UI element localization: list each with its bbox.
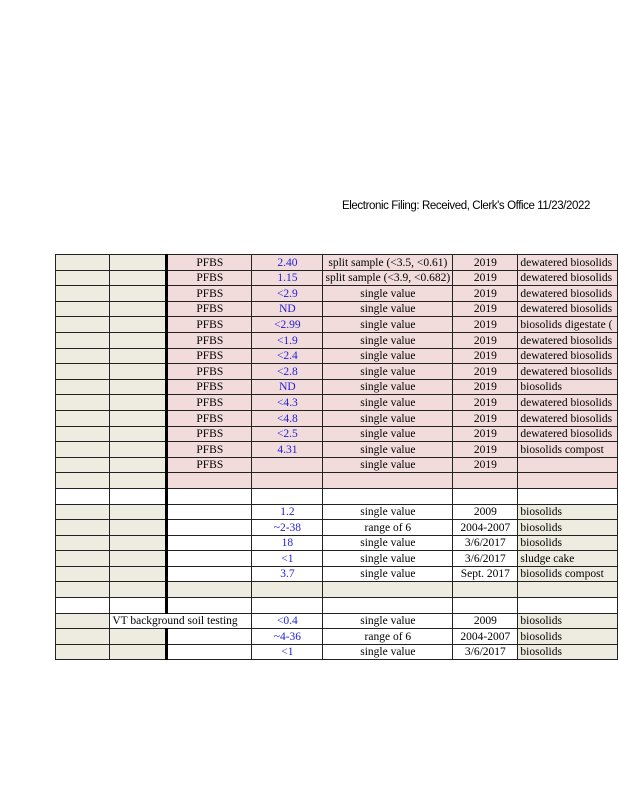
year-cell: 2019 bbox=[453, 286, 518, 302]
table-row bbox=[56, 270, 618, 286]
empty-cell bbox=[56, 598, 110, 614]
year-cell: 3/6/2017 bbox=[453, 644, 518, 660]
compound-cell: PFBS bbox=[167, 286, 252, 302]
value-cell: 1.2 bbox=[252, 504, 323, 520]
table-row bbox=[56, 426, 618, 442]
empty-cell bbox=[56, 644, 110, 660]
empty-cell bbox=[56, 457, 110, 473]
empty-cell bbox=[167, 598, 252, 614]
sample-type-cell: single value bbox=[323, 410, 453, 426]
empty-cell bbox=[56, 317, 110, 333]
empty-cell bbox=[453, 473, 518, 489]
compound-cell: PFBS bbox=[167, 270, 252, 286]
year-cell: Sept. 2017 bbox=[453, 566, 518, 582]
value-cell: <2.5 bbox=[252, 426, 323, 442]
compound-cell: PFBS bbox=[167, 395, 252, 411]
compound-cell: PFBS bbox=[167, 348, 252, 364]
empty-cell bbox=[453, 582, 518, 598]
empty-cell bbox=[110, 644, 167, 660]
empty-cell bbox=[56, 504, 110, 520]
table-row bbox=[56, 317, 618, 333]
sample-type-cell: split sample (<3.5, <0.61) bbox=[323, 255, 453, 271]
empty-cell bbox=[56, 582, 110, 598]
compound-cell: PFBS bbox=[167, 332, 252, 348]
value-cell: <1 bbox=[252, 551, 323, 567]
table-row bbox=[56, 644, 618, 660]
year-cell: 2019 bbox=[453, 457, 518, 473]
sample-type-cell: single value bbox=[323, 395, 453, 411]
matrix-cell: biosolids bbox=[518, 504, 618, 520]
empty-cell bbox=[110, 317, 167, 333]
table-row bbox=[56, 332, 618, 348]
value-cell: ~4-36 bbox=[252, 629, 323, 645]
value-cell: <0.4 bbox=[252, 613, 323, 629]
empty-cell bbox=[110, 457, 167, 473]
year-cell: 2019 bbox=[453, 426, 518, 442]
matrix-cell: biosolids bbox=[518, 629, 618, 645]
value-cell: <2.4 bbox=[252, 348, 323, 364]
table-row bbox=[56, 395, 618, 411]
empty-cell bbox=[167, 551, 252, 567]
value-cell: 2.40 bbox=[252, 255, 323, 271]
matrix-cell: dewatered biosolids bbox=[518, 364, 618, 380]
sample-type-cell: single value bbox=[323, 301, 453, 317]
empty-cell bbox=[110, 504, 167, 520]
empty-cell bbox=[56, 566, 110, 582]
empty-cell bbox=[110, 473, 167, 489]
empty-cell bbox=[110, 410, 167, 426]
value-cell: <4.3 bbox=[252, 395, 323, 411]
value-cell bbox=[252, 457, 323, 473]
empty-cell bbox=[167, 644, 252, 660]
sample-type-cell: range of 6 bbox=[323, 629, 453, 645]
table-row bbox=[56, 457, 618, 473]
value-cell: 1.15 bbox=[252, 270, 323, 286]
empty-cell bbox=[110, 520, 167, 536]
empty-cell bbox=[56, 488, 110, 504]
matrix-cell: dewatered biosolids bbox=[518, 286, 618, 302]
year-cell: 3/6/2017 bbox=[453, 535, 518, 551]
empty-cell bbox=[167, 473, 252, 489]
sample-type-cell: single value bbox=[323, 535, 453, 551]
empty-cell bbox=[167, 535, 252, 551]
empty-cell bbox=[56, 395, 110, 411]
empty-cell bbox=[110, 379, 167, 395]
value-cell: 3.7 bbox=[252, 566, 323, 582]
empty-cell bbox=[167, 566, 252, 582]
empty-cell bbox=[110, 348, 167, 364]
year-cell: 2009 bbox=[453, 613, 518, 629]
table-row bbox=[56, 442, 618, 458]
empty-cell bbox=[323, 582, 453, 598]
filing-stamp: Electronic Filing: Received, Clerk's Office 11/23/2022 bbox=[342, 200, 590, 212]
empty-cell bbox=[167, 520, 252, 536]
value-cell: <2.9 bbox=[252, 286, 323, 302]
empty-cell bbox=[110, 395, 167, 411]
table-row bbox=[56, 520, 618, 536]
year-cell: 2019 bbox=[453, 410, 518, 426]
matrix-cell: biosolids bbox=[518, 644, 618, 660]
sample-type-cell: single value bbox=[323, 551, 453, 567]
table-row bbox=[56, 551, 618, 567]
sample-type-cell: single value bbox=[323, 613, 453, 629]
year-cell: 2019 bbox=[453, 332, 518, 348]
year-cell: 2019 bbox=[453, 301, 518, 317]
year-cell: 2019 bbox=[453, 348, 518, 364]
year-cell: 2004-2007 bbox=[453, 520, 518, 536]
value-cell: ND bbox=[252, 301, 323, 317]
value-cell: 18 bbox=[252, 535, 323, 551]
table-row bbox=[56, 598, 618, 614]
sample-type-cell: single value bbox=[323, 332, 453, 348]
year-cell: 2019 bbox=[453, 379, 518, 395]
matrix-cell: dewatered biosolids bbox=[518, 395, 618, 411]
empty-cell bbox=[56, 379, 110, 395]
empty-cell bbox=[167, 582, 252, 598]
empty-cell bbox=[110, 332, 167, 348]
empty-cell bbox=[453, 598, 518, 614]
matrix-cell bbox=[518, 457, 618, 473]
empty-cell bbox=[56, 270, 110, 286]
table-row bbox=[56, 613, 618, 629]
compound-cell: PFBS bbox=[167, 255, 252, 271]
matrix-cell: dewatered biosolids bbox=[518, 410, 618, 426]
value-cell: <2.99 bbox=[252, 317, 323, 333]
empty-cell bbox=[56, 286, 110, 302]
matrix-cell: sludge cake bbox=[518, 551, 618, 567]
sample-type-cell: single value bbox=[323, 426, 453, 442]
empty-cell bbox=[518, 598, 618, 614]
sample-type-cell: single value bbox=[323, 317, 453, 333]
table-row bbox=[56, 629, 618, 645]
empty-cell bbox=[323, 598, 453, 614]
compound-cell: PFBS bbox=[167, 410, 252, 426]
empty-cell bbox=[110, 426, 167, 442]
sample-type-cell: single value bbox=[323, 364, 453, 380]
empty-cell bbox=[110, 551, 167, 567]
table-row bbox=[56, 301, 618, 317]
table-row bbox=[56, 566, 618, 582]
empty-cell bbox=[252, 582, 323, 598]
empty-cell bbox=[110, 566, 167, 582]
year-cell: 2004-2007 bbox=[453, 629, 518, 645]
empty-cell bbox=[56, 551, 110, 567]
sample-type-cell: single value bbox=[323, 379, 453, 395]
matrix-cell: dewatered biosolids bbox=[518, 332, 618, 348]
empty-cell bbox=[252, 488, 323, 504]
compound-cell: PFBS bbox=[167, 379, 252, 395]
sample-type-cell: single value bbox=[323, 457, 453, 473]
compound-cell: PFBS bbox=[167, 301, 252, 317]
empty-cell bbox=[110, 582, 167, 598]
matrix-cell: biosolids bbox=[518, 520, 618, 536]
table-row bbox=[56, 582, 618, 598]
empty-cell bbox=[56, 520, 110, 536]
data-table bbox=[55, 254, 618, 660]
empty-cell bbox=[518, 582, 618, 598]
empty-cell bbox=[56, 629, 110, 645]
empty-cell bbox=[110, 364, 167, 380]
matrix-cell: biosolids digestate ( bbox=[518, 317, 618, 333]
value-cell: <1.9 bbox=[252, 332, 323, 348]
year-cell: 2019 bbox=[453, 364, 518, 380]
sample-type-cell: single value bbox=[323, 442, 453, 458]
year-cell: 3/6/2017 bbox=[453, 551, 518, 567]
sample-type-cell: single value bbox=[323, 566, 453, 582]
value-cell: ~2-38 bbox=[252, 520, 323, 536]
table-row bbox=[56, 535, 618, 551]
table-row bbox=[56, 348, 618, 364]
empty-cell bbox=[56, 301, 110, 317]
year-cell: 2019 bbox=[453, 255, 518, 271]
empty-cell bbox=[252, 598, 323, 614]
empty-cell bbox=[110, 535, 167, 551]
compound-cell: PFBS bbox=[167, 426, 252, 442]
empty-cell bbox=[110, 286, 167, 302]
empty-cell bbox=[110, 301, 167, 317]
empty-cell bbox=[110, 598, 167, 614]
value-cell: 4.31 bbox=[252, 442, 323, 458]
empty-cell bbox=[167, 504, 252, 520]
matrix-cell: dewatered biosolids bbox=[518, 301, 618, 317]
location-label: VT background soil testing bbox=[110, 613, 252, 629]
empty-cell bbox=[167, 629, 252, 645]
empty-cell bbox=[110, 442, 167, 458]
matrix-cell: dewatered biosolids bbox=[518, 255, 618, 271]
empty-cell bbox=[518, 473, 618, 489]
sample-type-cell: single value bbox=[323, 348, 453, 364]
compound-cell: PFBS bbox=[167, 442, 252, 458]
year-cell: 2019 bbox=[453, 442, 518, 458]
matrix-cell: dewatered biosolids bbox=[518, 270, 618, 286]
empty-cell bbox=[56, 426, 110, 442]
table-row bbox=[56, 410, 618, 426]
compound-cell: PFBS bbox=[167, 317, 252, 333]
empty-cell bbox=[56, 613, 110, 629]
empty-cell bbox=[56, 255, 110, 271]
value-cell: ND bbox=[252, 379, 323, 395]
sample-type-cell: split sample (<3.9, <0.682) bbox=[323, 270, 453, 286]
empty-cell bbox=[110, 255, 167, 271]
matrix-cell: dewatered biosolids bbox=[518, 426, 618, 442]
table-row bbox=[56, 379, 618, 395]
table-row bbox=[56, 504, 618, 520]
empty-cell bbox=[56, 473, 110, 489]
empty-cell bbox=[56, 410, 110, 426]
year-cell: 2009 bbox=[453, 504, 518, 520]
empty-cell bbox=[323, 488, 453, 504]
sample-type-cell: range of 6 bbox=[323, 520, 453, 536]
matrix-cell: biosolids bbox=[518, 379, 618, 395]
matrix-cell: biosolids compost bbox=[518, 442, 618, 458]
empty-cell bbox=[56, 348, 110, 364]
value-cell: <2.8 bbox=[252, 364, 323, 380]
sample-type-cell: single value bbox=[323, 644, 453, 660]
matrix-cell: biosolids compost bbox=[518, 566, 618, 582]
sample-type-cell: single value bbox=[323, 286, 453, 302]
table-row bbox=[56, 255, 618, 271]
empty-cell bbox=[518, 488, 618, 504]
table-row bbox=[56, 364, 618, 380]
compound-cell: PFBS bbox=[167, 457, 252, 473]
value-cell: <1 bbox=[252, 644, 323, 660]
matrix-cell: biosolids bbox=[518, 535, 618, 551]
year-cell: 2019 bbox=[453, 317, 518, 333]
compound-cell: PFBS bbox=[167, 364, 252, 380]
empty-cell bbox=[110, 629, 167, 645]
empty-cell bbox=[56, 364, 110, 380]
empty-cell bbox=[110, 270, 167, 286]
empty-cell bbox=[56, 442, 110, 458]
empty-cell bbox=[110, 488, 167, 504]
table-row bbox=[56, 286, 618, 302]
matrix-cell: biosolids bbox=[518, 613, 618, 629]
value-cell: <4.8 bbox=[252, 410, 323, 426]
empty-cell bbox=[323, 473, 453, 489]
table-row bbox=[56, 473, 618, 489]
empty-cell bbox=[453, 488, 518, 504]
empty-cell bbox=[56, 535, 110, 551]
empty-cell bbox=[167, 488, 252, 504]
empty-cell bbox=[252, 473, 323, 489]
empty-cell bbox=[56, 332, 110, 348]
year-cell: 2019 bbox=[453, 270, 518, 286]
year-cell: 2019 bbox=[453, 395, 518, 411]
table-row bbox=[56, 488, 618, 504]
sample-type-cell: single value bbox=[323, 504, 453, 520]
matrix-cell: dewatered biosolids bbox=[518, 348, 618, 364]
